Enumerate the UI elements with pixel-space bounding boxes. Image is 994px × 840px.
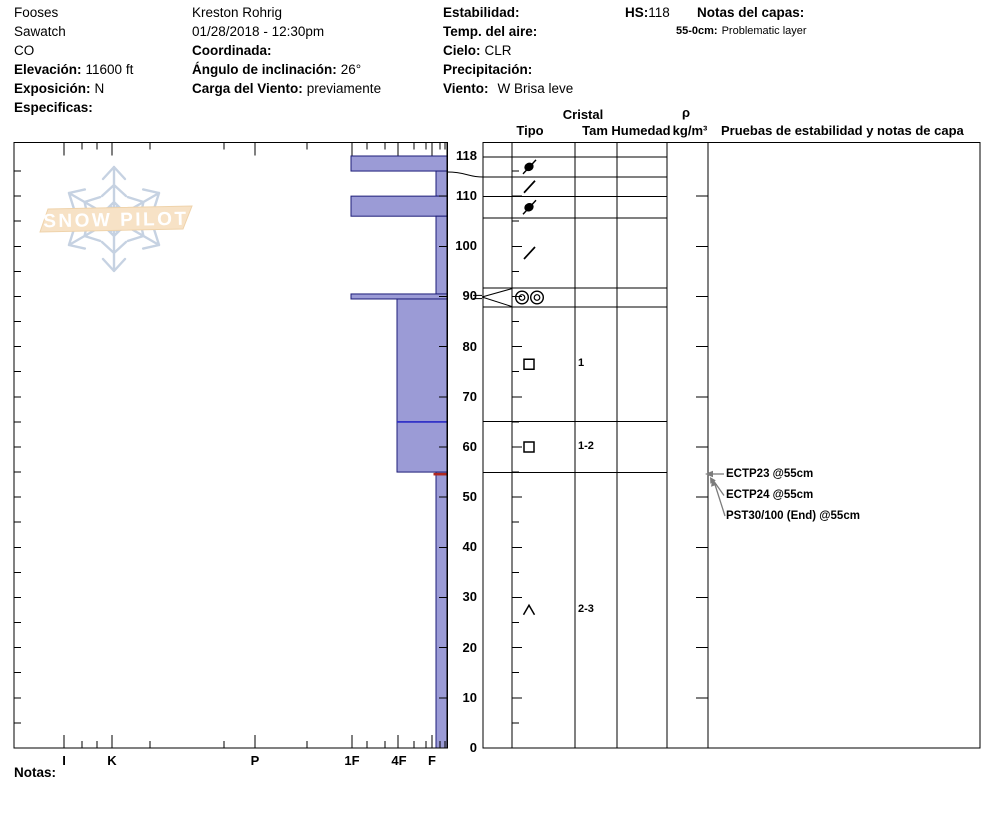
elevation-value: 11600 ft [85, 62, 134, 77]
problematic-layer-marker [434, 473, 448, 476]
region-name: Sawatch [14, 24, 66, 39]
coordinate-label: Coordinada: [192, 43, 272, 58]
graph-grid [14, 143, 980, 749]
grain-symbol-DH [524, 605, 535, 615]
hardness-label: 4F [391, 753, 407, 768]
leader-curve-115cm [447, 172, 511, 177]
site-name: Fooses [14, 5, 59, 20]
stability-label: Estabilidad: [443, 5, 520, 20]
column-header-density-symbol: ρ [681, 105, 691, 120]
air-temp-label: Temp. del aire: [443, 24, 538, 39]
column-header-stability-tests: Pruebas de estabilidad y notas de capa [721, 123, 964, 138]
layer-hardness-bar [397, 299, 447, 422]
depth-label: 0 [469, 740, 477, 755]
grain-symbol-MFcr [534, 295, 540, 301]
depth-label: 40 [462, 539, 477, 555]
column-header-tam: Tam [582, 123, 608, 138]
depth-label: 70 [462, 388, 477, 404]
watermark-text: SNOW PILOT [43, 208, 189, 233]
arrow-line [715, 483, 726, 516]
grain-symbol-DF [524, 181, 535, 193]
layer-hardness-bar [351, 294, 447, 299]
depth-label: 50 [462, 489, 477, 505]
hardness-chart-frame [14, 143, 447, 749]
depth-label: 60 [462, 438, 477, 454]
wind-loading-value: previamente [306, 81, 382, 96]
layer-note-depth: 55-0cm: [676, 25, 718, 37]
wind-label: Viento: [443, 81, 489, 96]
layer-hardness-bar [436, 472, 447, 748]
grain-symbol-FC [524, 442, 534, 452]
elevation-label: Elevación: [14, 62, 82, 77]
observer-name: Kreston Rohrig [192, 5, 283, 20]
leader-flare-90cm [482, 297, 512, 307]
layer-hardness-bar [351, 196, 447, 216]
wind-value: W Brisa leve [497, 81, 574, 96]
depth-label: 110 [456, 188, 477, 204]
column-header-cristal: Cristal [562, 107, 604, 122]
arrow-line [713, 480, 724, 496]
hardness-label: F [428, 753, 436, 768]
hardness-label: K [107, 753, 117, 768]
layer-hardness-bar [436, 216, 447, 294]
arrow-head-icon [705, 471, 713, 477]
state-name: CO [14, 43, 35, 58]
aspect-value: N [94, 81, 105, 96]
hs-value: 118 [648, 5, 670, 20]
depth-label: 80 [462, 338, 477, 354]
layer-notes-label: Notas del capas: [697, 5, 805, 20]
grain-symbol-FC [524, 359, 534, 369]
depth-label: 100 [455, 238, 477, 254]
specifics-label: Especificas: [14, 100, 93, 115]
grain-size-value: 1-2 [578, 440, 594, 452]
notes-label: Notas: [14, 765, 57, 780]
sky-value: CLR [484, 43, 512, 58]
depth-label: 30 [462, 589, 477, 605]
hardness-label: 1F [344, 753, 360, 768]
column-header-density-units: kg/m³ [672, 123, 708, 138]
hs-label: HS: [625, 5, 649, 20]
grain-type-symbols [516, 160, 544, 615]
stability-test-label: ECTP23 @55cm [726, 467, 814, 480]
hardness-bars [351, 156, 447, 748]
stability-test-label: ECTP24 @55cm [726, 489, 814, 501]
grain-symbol-MFcr [531, 291, 544, 304]
sky-label: Cielo: [443, 43, 481, 58]
column-header-humedad: Humedad [611, 123, 671, 138]
slope-angle-label: Ángulo de inclinación: [192, 62, 337, 77]
grain-size-value: 2-3 [578, 603, 594, 616]
grain-symbol-MFcr [516, 291, 529, 304]
snowpilot-watermark [40, 167, 192, 271]
hardness-label: P [250, 753, 260, 768]
layer-table-frame [483, 143, 980, 749]
grain-size-value: 1 [578, 357, 585, 370]
depth-label: 118 [456, 147, 477, 163]
leader-flare-90cm [482, 289, 512, 297]
layer-note-text: Problematic layer [721, 25, 807, 37]
observation-datetime: 01/28/2018 - 12:30pm [192, 24, 325, 39]
depth-label: 20 [462, 639, 477, 655]
precip-label: Precipitación: [443, 62, 533, 77]
stability-test-label: PST30/100 (End) @55cm [726, 509, 860, 522]
layer-hardness-bar [351, 156, 447, 171]
aspect-label: Exposición: [14, 81, 91, 96]
wind-loading-label: Carga del Viento: [192, 81, 303, 96]
slope-angle-value: 26° [340, 62, 362, 77]
grain-symbol-MFcr [519, 295, 525, 301]
depth-label: 90 [462, 288, 477, 304]
hardness-label: I [62, 753, 66, 768]
depth-label: 10 [462, 689, 477, 705]
column-header-tipo: Tipo [516, 123, 544, 138]
grain-symbol-DF [524, 247, 535, 259]
